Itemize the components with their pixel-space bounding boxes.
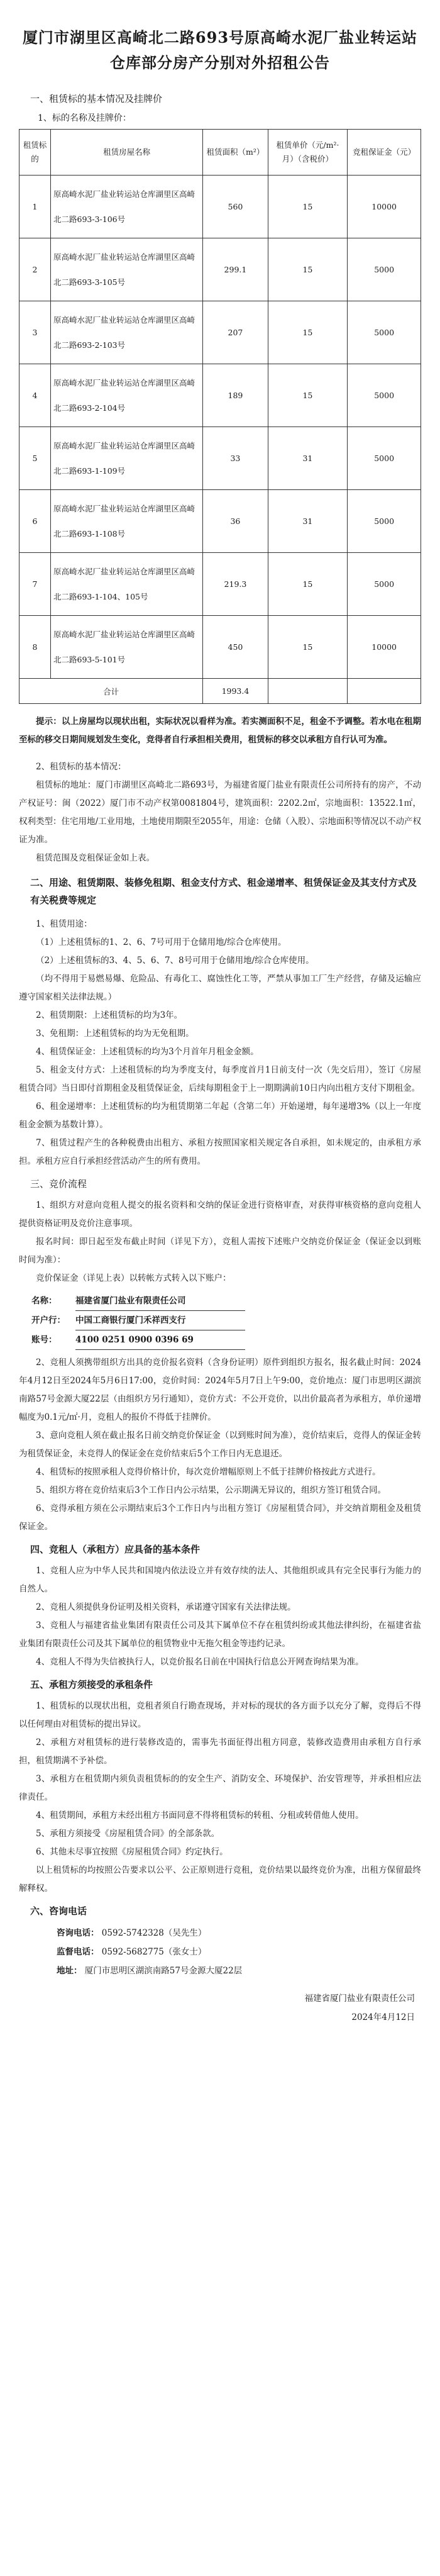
bank-name-value: 福建省厦门盐业有限责任公司 [75,1291,245,1311]
row-name: 原高崎水泥厂盐业转运站仓库湖里区高崎北二路693-1-109号 [51,427,203,490]
section-1-heading: 一、租赁标的基本情况及挂牌价 [30,93,163,104]
list-item: 3、免租期：上述租赁标的均为无免租期。 [36,1029,194,1039]
row-area: 450 [203,616,268,679]
row-no: 7 [19,553,51,616]
row-no: 6 [19,490,51,553]
supervise-phone-value: 0592-5682775（张女士） [101,1947,207,1957]
list-item: 6、其他未尽事宜按照《房屋租赁合同》约定执行。 [36,1847,228,1857]
row-name: 原高崎水泥厂盐业转运站仓库湖里区高崎北二路693-2-103号 [51,301,203,364]
table-total-row [19,679,421,704]
list-item: 6、竞得承租方须在公示期结束后3个工作日内与出租方签订《房屋租赁合同》，并交纳首期租金及租赁保证金。 [19,1503,421,1532]
contact-block [57,1924,421,1980]
total-area: 1993.4 [203,679,268,704]
row-price: 15 [268,364,348,427]
total-label: 合计 [19,679,203,704]
list-item: 4、租赁保证金：上述租赁标的均为3个月首年月租金金额。 [36,1047,259,1057]
row-name: 原高崎水泥厂盐业转运站仓库湖里区高崎北二路693-5-101号 [51,616,203,679]
row-no: 1 [19,176,51,238]
list-item: 5、组织方将在竞价结束后3个工作日内公示结果，公示期满无异议的，组织方签订租赁合同。 [36,1485,387,1495]
row-no: 5 [19,427,51,490]
consult-phone-value: 0592-5742328（吴先生） [101,1928,207,1938]
list-item: 5、承租方须接受《房屋租赁合同》的全部条款。 [36,1829,220,1839]
row-price: 15 [268,238,348,301]
row-area: 560 [203,176,268,238]
row-deposit: 10000 [348,176,421,238]
row-price: 31 [268,490,348,553]
list-item: 4、竞租人不得为失信被执行人，以竞价报名日前在中国执行信息公开网查询结果为准。 [36,1657,364,1667]
section-2-heading: 二、用途、租赁期限、装修免租期、租金支付方式、租金递增率、租赁保证金及其支付方式及有关税费等规定 [30,877,417,906]
table-row [19,176,421,238]
row-no: 2 [19,238,51,301]
bank-account-value: 4100 0251 0900 0396 69 [75,1330,245,1350]
list-item: 1、竞租人应为中华人民共和国境内依法设立并有效存续的法人、其他组织或具有完全民事行为能力的自然人。 [19,1566,421,1594]
row-area: 299.1 [203,238,268,301]
row-name: 原高崎水泥厂盐业转运站仓库湖里区高崎北二路693-1-104、105号 [51,553,203,616]
row-no: 3 [19,301,51,364]
list-item: 2、承租方对租赁标的进行装修改造的，需事先书面征得出租方同意，装修改造费用由承租方自行承担，租赁期满不予补偿。 [19,1737,421,1766]
bank-branch-label: 开户行： [31,1315,65,1325]
list-item: 2、竞租人须携带组织方出具的竞价报名资料（含身份证明）原件到组织方报名，报名截止时间：2024年4月12日至2024年5月6日17:00，竞价时间：2024年5月7日上午9:00，竞价地点：厦门市思明区湖滨南路57号金源大厦22层（由组织方另行通知），竞价方式：不公开竞价，以出价最高者为承租方，单价递增幅度为0.1元/㎡·月，竞租人的报价不得低于挂牌价。 [19,1358,421,1422]
table-row [19,427,421,490]
list-item: （2）上述租赁标的3、4、5、6、7、8号可用于仓储用地/综合仓库使用。 [36,956,314,966]
row-price: 15 [268,301,348,364]
row-deposit: 5000 [348,364,421,427]
signature-org: 福建省厦门盐业有限责任公司 [304,1993,415,2004]
list-item: （1）上述租赁标的1、2、6、7号可用于仓储用地/综合仓库使用。 [36,937,287,947]
section-6-heading: 六、咨询电话 [30,1905,87,1917]
note-text: 以上租赁标的均按照公告要求以公平、公正原则进行竞租，竞价结果以最终竞价为准，出租方保留最终解释权。 [19,1865,421,1893]
row-area: 219.3 [203,553,268,616]
header-cell: 竞租保证金（元） [348,130,421,176]
bank-account-box [31,1291,421,1350]
header-cell: 租赁单价（元/m²·月）（含税价） [268,130,348,176]
table-row [19,301,421,364]
basic-info-heading: 2、租赁标的基本情况： [36,762,126,772]
table-row [19,616,421,679]
list-item: 7、租赁过程产生的各种税费由出租方、承租方按照国家相关规定各自承担，如未规定的，由承租方承担。承租方应自行承担经营活动产生的所有费用。 [19,1138,421,1166]
list-item: 3、承租方在租赁期内须负责租赁标的的安全生产、消防安全、环境保护、治安管理等，并承担相应法律责任。 [19,1774,421,1802]
row-area: 33 [203,427,268,490]
row-deposit: 5000 [348,238,421,301]
section-4-heading: 四、竞租人（承租方）应具备的基本条件 [30,1544,201,1555]
table-header-row [19,130,421,176]
bank-account-label: 账号： [31,1335,57,1345]
row-name: 原高崎水泥厂盐业转运站仓库湖里区高崎北二路693-3-106号 [51,176,203,238]
bank-name-label: 名称： [31,1296,57,1306]
list-item: 报名时间：即日起至发布截止时间（详见下方），竞租人需按下述账户交纳竞价保证金（保证金以到账时间为准）： [19,1237,421,1265]
list-item: 1、组织方对意向竞租人提交的报名资料和交纳的保证金进行资格审查，对获得审核资格的意向竞租人提供资格证明及竞价注意事项。 [19,1200,421,1229]
header-cell: 租赁房屋名称 [51,130,203,176]
supervise-phone-label: 监督电话： [57,1947,99,1957]
row-deposit: 10000 [348,616,421,679]
header-cell: 租赁标的 [19,130,51,176]
list-item: 2、竞租人须提供身份证明及相关资料，承诺遵守国家有关法律法规。 [36,1602,296,1612]
table-row [19,490,421,553]
signature-date: 2024年4月12日 [351,2012,415,2022]
row-deposit: 5000 [348,427,421,490]
row-name: 原高崎水泥厂盐业转运站仓库湖里区高崎北二路693-3-105号 [51,238,203,301]
section-3-heading: 三、竞价流程 [30,1178,87,1190]
row-price: 31 [268,427,348,490]
basic-info-body-2: 租赁范围及竞租保证金如上表。 [36,853,155,863]
list-item: 4、租赁标的按照承租人竞得价格计价，每次竞价增幅原则上不低于挂牌价格按此方式进行。 [36,1467,381,1477]
row-name: 原高崎水泥厂盐业转运站仓库湖里区高崎北二路693-1-108号 [51,490,203,553]
list-item: （均不得用于易燃易爆、危险品、有毒化工、腐蚀性化工等，严禁从事加工厂生产经营，存储及运输应遵守国家相关法律法规。） [19,974,421,1002]
row-name: 原高崎水泥厂盐业转运站仓库湖里区高崎北二路693-2-104号 [51,364,203,427]
signature-block [19,1989,415,2027]
row-no: 4 [19,364,51,427]
consult-phone-label: 咨询电话： [57,1928,99,1938]
table-row [19,238,421,301]
list-item: 竞价保证金（详见上表）以转帐方式转入以下账户： [36,1273,231,1283]
row-deposit: 5000 [348,553,421,616]
row-area: 189 [203,364,268,427]
list-item: 1、租赁标的以现状出租，竞租者须自行勘查现场，并对标的现状的各方面予以充分了解，竞得后不得以任何理由对租赁标的提出异议。 [19,1701,421,1729]
notice-text: 提示：以上房屋均以现状出租，实际状况以看样为准。若实测面积不足，租金不予调整。若水电在租期至标的移交日期间规划发生变化，竞得者自行承担相关费用，租赁标的移交以承租方自行认可为准。 [19,716,421,745]
row-deposit: 5000 [348,301,421,364]
announcement-title: 厦门市湖里区高崎北二路693号原高崎水泥厂盐业转运站仓库部分房产分别对外招租公告 [22,28,418,72]
row-price: 15 [268,553,348,616]
header-cell: 租赁面积（m²） [203,130,268,176]
list-item: 2、租赁期限：上述租赁标的均为3年。 [36,1010,183,1020]
section-5-heading: 五、承租方须接受的承租条件 [30,1679,153,1690]
row-area: 36 [203,490,268,553]
address-value: 厦门市思明区湖滨南路57号金源大厦22层 [84,1966,243,1976]
row-no: 8 [19,616,51,679]
address-label: 地址： [57,1966,82,1976]
basic-info-body: 租赁标的地址：厦门市湖里区高崎北二路693号，为福建省厦门盐业有限责任公司所持有的房产，不动产权证号：闽（2022）厦门市不动产权第0081804号，建筑面积：2202.2㎡，宗地面积：13522.1㎡，权利类型：住宅用地/工业用地，土地使用期限至2055年，用途：仓储（入股）、宗地面积等情况以不动产权证为准。 [19,780,421,845]
list-item: 1、租赁用途： [36,919,92,929]
row-area: 207 [203,301,268,364]
list-item: 3、意向竞租人须在截止报名日前交纳竞价保证金（以到账时间为准），竞价结束后，竞得人的保证金转为租赁保证金，未竞得人的保证金在竞价结束后5个工作日内无息退还。 [19,1430,421,1459]
table-row [19,364,421,427]
list-item: 4、租赁期间，承租方未经出租方书面同意不得将租赁标的转租、分租或转借他人使用。 [36,1810,364,1820]
row-price: 15 [268,176,348,238]
table-row [19,553,421,616]
rental-table [19,129,421,704]
table-caption: 1、标的名称及挂牌价： [38,113,131,123]
list-item: 3、竞租人与福建省盐业集团有限责任公司及其下属单位不存在租赁纠纷或其他法律纠纷，在福建省盐业集团有限责任公司及其下属单位的租赁物业中无拖欠租金等违约记录。 [19,1620,421,1649]
announcement-page [19,0,421,2027]
bank-branch-value: 中国工商银行厦门禾祥西支行 [75,1311,245,1330]
list-item: 6、租金递增率：上述租赁标的均为租赁期第二年起（含第二年）开始递增，每年递增3%（以上一年度租金金额为基数计算）。 [19,1101,421,1130]
list-item: 5、租金支付方式：上述租赁标的均为季度支付，每季度首月1日前支付一次（先交后用），签订《房屋租赁合同》当日即付首期租金及租赁保证金，后续每期租金于上一期期满前10日内向出租方支付下期租金。 [19,1065,421,1093]
row-deposit: 5000 [348,490,421,553]
row-price: 15 [268,616,348,679]
